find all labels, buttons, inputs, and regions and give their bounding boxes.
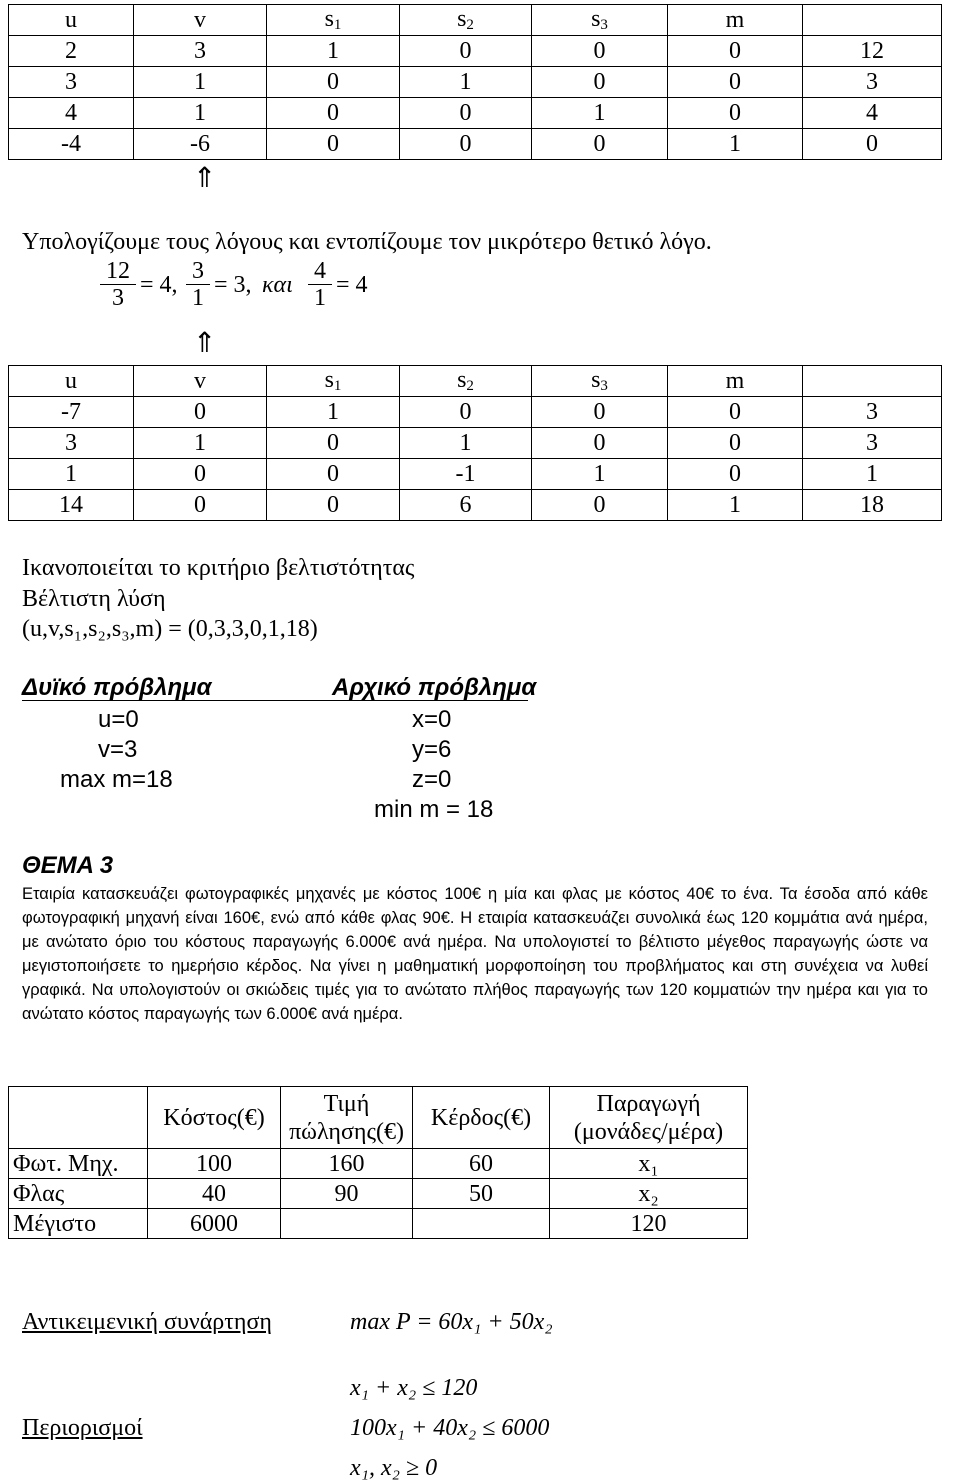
primal-line-1: x=0 [412,706,452,733]
tableau2-row [9,490,942,521]
row-camera-cost: 100 [148,1149,281,1179]
row-camera-price: 160 [281,1149,413,1179]
row-flash-cost: 40 [148,1179,281,1209]
tableau2-cell: 0 [532,490,668,521]
ratio-2-numerator: 3 [186,258,210,285]
dual-line-2: v=3 [98,736,138,763]
tableau2-header-variable: s [324,367,334,393]
tableau2-cell: 0 [532,428,668,459]
tableau2-cell: 0 [267,490,400,521]
header-production: Παραγωγή (μονάδες/μέρα) [550,1087,748,1149]
tableau2-header-subscript: 3 [600,378,608,394]
optimal-solution-label: Βέλτιστη λύση [22,586,166,612]
primal-line-3: z=0 [412,766,452,793]
tableau1-header-variable: s [591,6,601,32]
tableau1-header-cell [532,5,668,36]
objective-label: Αντικειμενική συνάρτηση [22,1309,272,1335]
theme-paragraph: Εταιρία κατασκευάζει φωτογραφικές μηχανές με κόστος 100€ η μία και φλας με κόστος 40€ το ένα. Τα έσοδα από κάθε φωτογραφική μηχανή είναι 160€, ενώ από κάθε φλας 90€. Η εταιρία κατασκευάζει συνολικά έως 120 κομμάτια ανά ημέρα, με ανώτατο όριο του κόστους παραγωγής 6.000€ ανά ημέρα. Να υπολογιστεί το βέλτιστο μέγεθος παραγωγής ώστε να μεγιστοποιήσετε το ημερήσιο κέρδος. Να γίνει η μαθηματική μορφοποίηση του προβλήματος και στη συνέχεια να λυθεί γραφικά. Να υπολογιστούν οι σκιώδεις τιμές για το ανώτατο πλήθος παραγωγής των 120 κομματιών την ημέρα και για το ανώτατο κόστος παραγωγής των 6.000€ ανά ημέρα. [22,885,928,1023]
tableau1-cell: 2 [9,36,134,67]
theme-title: ΘΕΜΑ 3 [22,852,114,879]
tableau2-header-variable: v [194,367,206,394]
tableau2-header-cell [668,366,803,397]
tableau2-header-variable: s [591,367,601,393]
tableau2-row [9,459,942,490]
product-table-header-empty [9,1087,148,1149]
ratio-fraction-3 [308,258,332,311]
tableau1-header-cell [9,5,134,36]
tableau2-header-variable: u [65,367,77,394]
tableau1-header-variable: s [324,6,334,32]
tableau2-cell: 1 [532,459,668,490]
tableau2-header-cell [9,366,134,397]
row-max-profit [413,1209,550,1239]
tableau2-cell: 14 [9,490,134,521]
tableau2-cell: 0 [267,459,400,490]
tableau2-cell: 0 [134,459,267,490]
optimality-criterion: Ικανοποιείται το κριτήριο βελτιστότητας [22,555,415,581]
tableau1-cell: 12 [803,36,942,67]
tableau1-header-variable: u [65,6,77,33]
tableau1-cell: 0 [267,67,400,98]
row-flash-price: 90 [281,1179,413,1209]
ratio-kai: και [262,272,293,298]
tableau1-cell: 0 [267,98,400,129]
tableau2-cell: 1 [267,397,400,428]
tableau2-header-subscript: 1 [333,378,342,394]
tableau1-header-cell [668,5,803,36]
row-max-production: 120 [550,1209,748,1239]
dual-line-1: u=0 [98,706,139,733]
tableau1-cell: -6 [134,129,267,160]
tableau1-cell: 0 [803,129,942,160]
ratio-3-numerator: 4 [308,258,332,285]
tableau2-cell: 0 [267,428,400,459]
constraint-3: x₁, x₂ ≥ 0 [350,1455,438,1481]
tableau2-cell: 1 [668,490,803,521]
tableau2-cell: 18 [803,490,942,521]
constraint-1: x₁ + x₂ ≤ 120 [350,1375,478,1401]
tableau1-cell: 0 [668,36,803,67]
primal-problem-title: Αρχικό πρόβλημα [332,674,537,701]
tableau1-cell: 3 [803,67,942,98]
row-flash-label: Φλας [9,1179,148,1209]
tableau1-cell: 4 [803,98,942,129]
tableau2-cell: 1 [400,428,532,459]
tableau2-header-cell [134,366,267,397]
ratio-instruction: Υπολογίζουμε τους λόγους και εντοπίζουμε τον μικρότερο θετικό λόγο. [22,229,712,255]
ratio-3-result: = 4 [336,272,368,298]
tableau2-cell: -7 [9,397,134,428]
constraints-label: Περιορισμοί [22,1415,143,1441]
tableau2-header-variable: s [457,367,467,393]
header-profit: Κέρδος(€) [413,1087,550,1149]
tableau1-cell: 0 [400,36,532,67]
tableau1-cell: 0 [532,129,668,160]
tableau1-header-cell [267,5,400,36]
tableau2-cell: 0 [668,397,803,428]
tableau1-cell: 0 [668,67,803,98]
product-table [8,1086,748,1239]
optimal-solution-values: (u,v,s₁,s₂,s₃,m) = (0,3,3,0,1,18) [22,616,318,642]
objective-formula: max P = 60x₁ + 50x₂ [350,1309,553,1335]
tableau1-cell: 0 [400,129,532,160]
tableau1-header-variable: s [457,6,467,32]
row-flash-profit: 50 [413,1179,550,1209]
tableau1-cell: 1 [668,129,803,160]
tableau1-cell: 0 [532,36,668,67]
tableau2-header-cell [803,366,942,397]
tableau1-cell: 1 [134,98,267,129]
ratio-3-denominator: 1 [314,285,326,311]
tableau2-cell: 3 [803,428,942,459]
tableau1-row [9,36,942,67]
tableau1-cell: 3 [134,36,267,67]
dual-problem-title: Δυϊκό πρόβλημα [22,674,212,701]
tableau1-header-subscript: 2 [466,17,474,33]
tableau2-cell: 0 [668,459,803,490]
tableau1-header-variable: m [725,6,745,33]
tableau2-header-cell [532,366,668,397]
pivot-row-arrow-icon: ⇑ [193,326,217,359]
tableau2-cell: 0 [668,428,803,459]
primal-line-4: min m = 18 [374,796,494,823]
header-price: Τιμή πώλησης(€) [281,1087,413,1149]
ratio-1-numerator: 12 [100,258,136,285]
tableau1-cell: 4 [9,98,134,129]
tableau1-header-subscript: 3 [600,17,608,33]
tableau1-cell: 1 [532,98,668,129]
row-camera-production: x₁ [550,1149,748,1179]
tableau1-cell: 1 [400,67,532,98]
tableau1-header-subscript: 1 [333,17,342,33]
tableau2-cell: 6 [400,490,532,521]
tableau2-cell: 0 [134,397,267,428]
simplex-tableau-2 [8,365,942,521]
tableau2-row [9,397,942,428]
tableau2-cell: 1 [9,459,134,490]
tableau1-header-cell [134,5,267,36]
tableau1-cell: 0 [532,67,668,98]
tableau1-cell: 0 [400,98,532,129]
row-max-price [281,1209,413,1239]
ratio-2-result: = 3, [214,272,252,298]
constraint-2: 100x₁ + 40x₂ ≤ 6000 [350,1415,550,1441]
tableau1-cell: 0 [267,129,400,160]
tableau2-cell: 0 [400,397,532,428]
tableau1-cell: 3 [9,67,134,98]
tableau2-row [9,428,942,459]
pivot-column-arrow-icon: ⇑ [193,161,217,194]
tableau1-header-variable: v [194,6,206,33]
ratio-fraction-2 [186,258,210,311]
tableau1-header-cell [803,5,942,36]
simplex-tableau-1 [8,4,942,160]
dual-line-3: max m=18 [60,766,173,793]
tableau1-cell: 0 [668,98,803,129]
row-max-cost: 6000 [148,1209,281,1239]
row-camera-label: Φωτ. Μηχ. [9,1149,148,1179]
primal-line-2: y=6 [412,736,452,763]
row-camera-profit: 60 [413,1149,550,1179]
tableau1-cell: -4 [9,129,134,160]
tableau1-cell: 1 [267,36,400,67]
ratio-2-denominator: 1 [192,285,204,311]
tableau2-cell: 3 [803,397,942,428]
row-flash-production: x₂ [550,1179,748,1209]
tableau2-cell: 0 [134,490,267,521]
tableau1-row [9,98,942,129]
tableau2-cell: 1 [803,459,942,490]
tableau2-header-cell [267,366,400,397]
tableau2-header-subscript: 2 [466,378,474,394]
tableau2-header-cell [400,366,532,397]
ratio-fraction-1 [100,258,136,311]
tableau1-row [9,129,942,160]
tableau1-header-cell [400,5,532,36]
tableau2-cell: 3 [9,428,134,459]
tableau2-header-variable: m [725,367,745,394]
tableau2-cell: -1 [400,459,532,490]
header-cost: Κόστος(€) [148,1087,281,1149]
ratio-1-denominator: 3 [112,285,124,311]
ratio-1-result: = 4, [140,272,178,298]
tableau2-cell: 0 [532,397,668,428]
tableau1-row [9,67,942,98]
tableau2-cell: 1 [134,428,267,459]
tableau1-cell: 1 [134,67,267,98]
row-max-label: Μέγιστο [9,1209,148,1239]
